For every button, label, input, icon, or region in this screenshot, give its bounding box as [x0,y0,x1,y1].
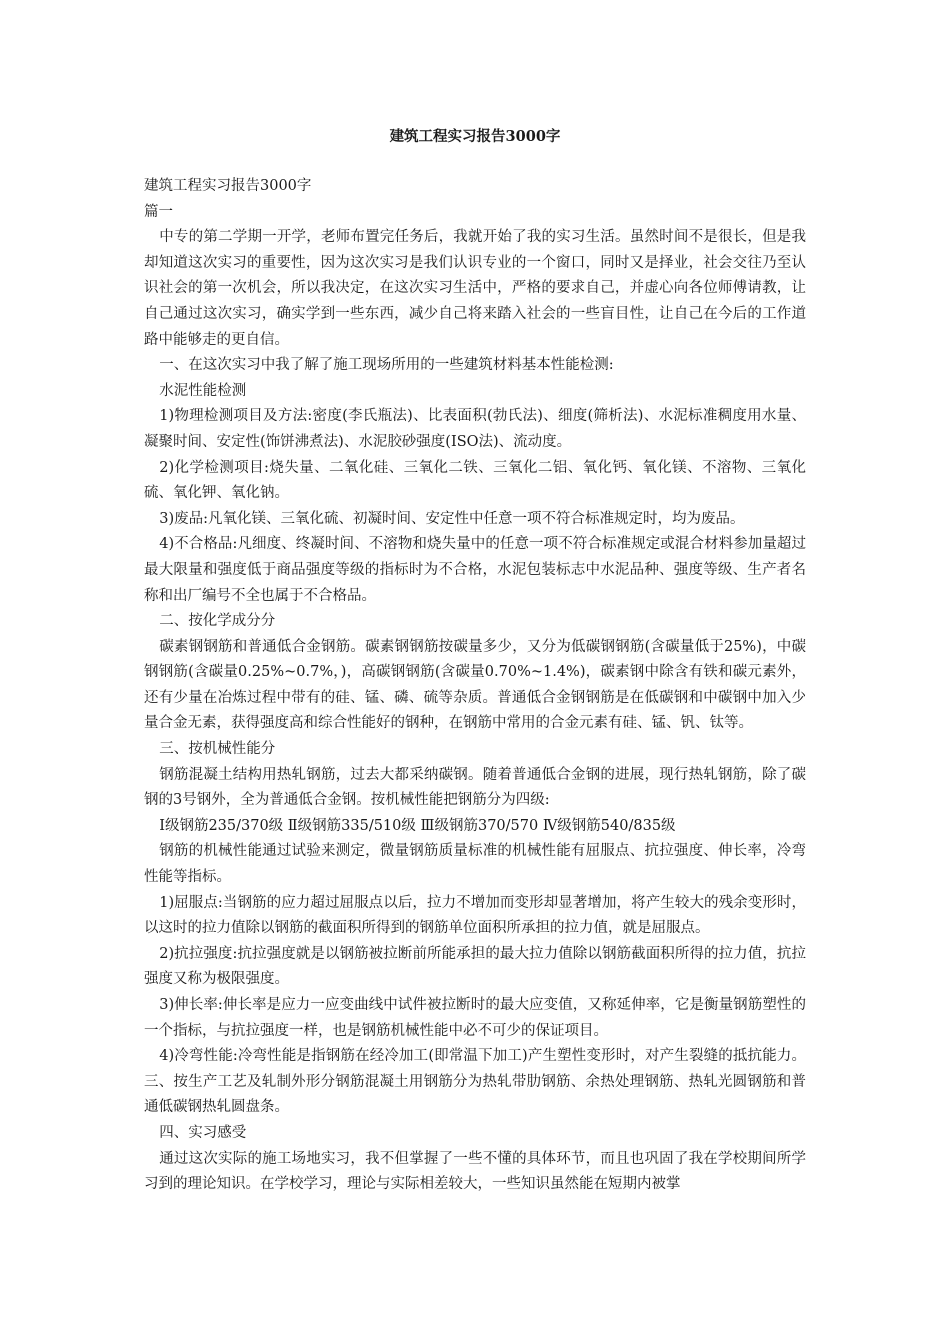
section-label: 篇一 [144,203,173,220]
body-paragraph: 二、按化学成分分 [159,613,276,630]
body-paragraph: 中专的第二学期一开学，老师布置完任务后，我就开始了我的实习生活。虽然时间不是很长，但是我却知道这次实习的重要性，因为这次实习是我们认识专业的一个窗口，同时又是择业，社会交往乃至认识社会的第一次机会，所以我决定，在这次实习生活中，严格的要求自己，并虚心向各位师傅请教，让自己通过这次实习，确实学到一些东西，减少自己将来踏入社会的一些盲目性，让自己在今后的工作道路中能够走的更自信。 [144,229,806,348]
document-body [144,174,806,1198]
body-paragraph: 3)伸长率:伸长率是应力一应变曲线中试件被拉断时的最大应变值，又称延伸率，它是衡量钢筋塑性的一个指标，与抗拉强度一样，也是钢筋机械性能中必不可少的保证项目。 [144,997,806,1039]
body-paragraph: 1)物理检测项目及方法:密度(李氏瓶法)、比表面积(勃氏法)、细度(筛析法)、水泥标准稠度用水量、凝聚时间、安定性(饰饼沸煮法)、水泥胶砂强度(ISO法)、流动度。 [144,408,806,450]
document-title: 建筑工程实习报告3000字 [389,128,561,145]
body-paragraph: 2)抗拉强度:抗拉强度就是以钢筋被拉断前所能承担的最大拉力值除以钢筋截面积所得的拉力值，抗拉强度又称为极限强度。 [144,945,806,988]
body-paragraph: 碳素钢钢筋和普通低合金钢筋。碳素钢钢筋按碳量多少，又分为低碳钢钢筋(含碳量低于25%)，中碳钢钢筋(含碳量0.25%~0.7%，)，高碳钢钢筋(含碳量0.70%~1.4%)，碳素钢中除含有铁和碳元素外，还有少量在冶炼过程中带有的硅、锰、磷、硫等杂质。普通低合金钢钢筋是在低碳钢和中碳钢中加入少量合金无素，获得强度高和综合性能好的钢种，在钢筋中常用的合金元素有硅、锰、钒、钛等。 [144,638,806,732]
body-paragraph: 钢筋的机械性能通过试验来测定，微量钢筋质量标准的机械性能有屈服点、抗拉强度、伸长率，冷弯性能等指标。 [144,843,806,886]
body-paragraph: 4)冷弯性能:冷弯性能是指钢筋在经冷加工(即常温下加工)产生塑性变形时，对产生裂缝的抵抗能力。三、按生产工艺及轧制外形分钢筋混凝土用钢筋分为热轧带肋钢筋、余热处理钢筋、热轧光圆钢筋和普通低碳钢热轧圆盘条。 [144,1048,806,1116]
body-paragraph: 四、实习感受 [159,1124,247,1141]
body-paragraph: 三、按机械性能分 [159,741,276,758]
body-paragraph: 4)不合格品:凡细度、终凝时间、不溶物和烧失量中的任意一项不符合标准规定或混合材料参加量超过最大限量和强度低于商品强度等级的指标时为不合格，水泥包装标志中水泥品种、强度等级、生产者名称和出厂编号不全也属于不合格品。 [144,536,806,604]
body-paragraph: Ⅰ级钢筋235/370级 Ⅱ级钢筋335/510级 Ⅲ级钢筋370/570 Ⅳ级钢筋540/835级 [159,817,676,834]
body-paragraph: 1)屈服点:当钢筋的应力超过屈服点以后，拉力不增加而变形却显著增加，将产生较大的残余变形时，以这时的拉力值除以钢筋的截面积所得到的钢筋单位面积所承担的拉力值，就是屈服点。 [144,894,806,937]
body-paragraph: 通过这次实际的施工场地实习，我不但掌握了一些不懂的具体环节，而且也巩固了我在学校期间所学习到的理论知识。在学校学习，理论与实际相差较大，一些知识虽然能在短期内被掌 [144,1150,806,1193]
body-paragraph: 水泥性能检测 [159,382,247,399]
body-paragraph: 3)废品:凡氧化镁、三氧化硫、初凝时间、安定性中任意一项不符合标准规定时，均为废品。 [159,510,745,527]
body-paragraph: 钢筋混凝土结构用热轧钢筋，过去大都采纳碳钢。随着普通低合金钢的进展，现行热轧钢筋，除了碳钢的3号钢外，全为普通低合金钢。按机械性能把钢筋分为四级: [144,766,806,809]
document-heading: 建筑工程实习报告3000字 [144,178,312,194]
body-paragraph: 一、在这次实习中我了解了施工现场所用的一些建筑材料基本性能检测: [159,357,614,374]
body-paragraph: 2)化学检测项目:烧失量、二氧化硅、三氧化二铁、三氧化二铝、氧化钙、氧化镁、不溶物、三氧化硫、氧化钾、氧化钠。 [144,459,806,502]
